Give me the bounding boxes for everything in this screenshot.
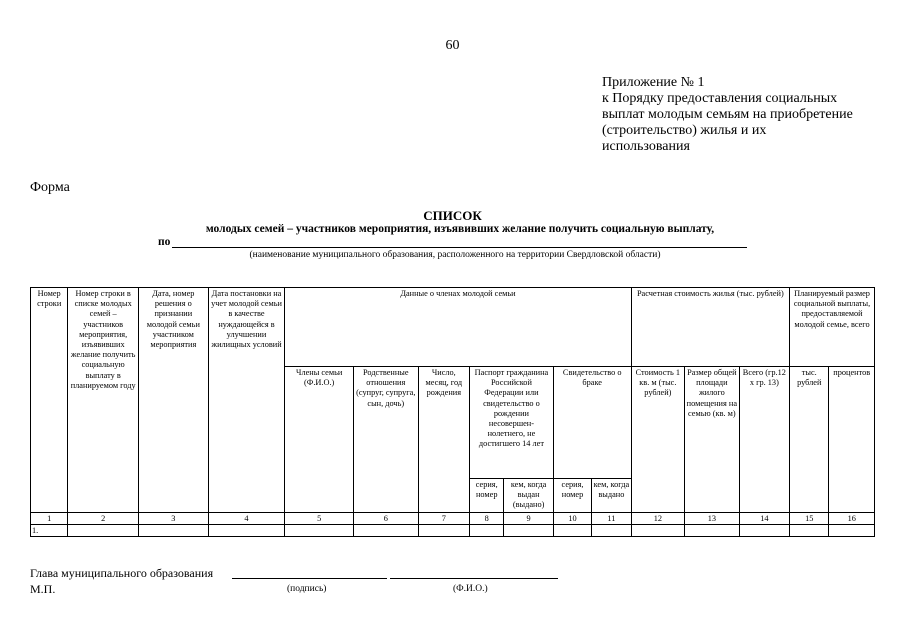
municipality-prefix: по xyxy=(158,236,171,248)
table-cell xyxy=(354,525,419,537)
signature-fill-line xyxy=(232,578,387,579)
table-cell xyxy=(208,525,285,537)
header-decision: Дата, номер решения о признании молодой семьи участником мероприятия xyxy=(139,288,209,513)
table-cell xyxy=(68,525,139,537)
column-number: 9 xyxy=(504,513,553,525)
appendix-line: (строительство) жилья и их xyxy=(602,123,767,138)
list-title: СПИСОК xyxy=(423,208,482,223)
appendix-header xyxy=(602,75,892,155)
header-list-row-number: Номер строки в списке молодых семей – участников мероприятия, изъявивших желание получить социальную выплату в планируемом году xyxy=(68,288,139,513)
column-number: 8 xyxy=(470,513,504,525)
page-number: 60 xyxy=(445,38,460,53)
header-marriage-issued: кем, когда выдано xyxy=(592,479,631,513)
column-number: 16 xyxy=(829,513,875,525)
header-planned-payment-group: Планируемый размер социальной выплаты, предоставляемой молодой семье, всего xyxy=(790,288,875,367)
table-cell xyxy=(829,525,875,537)
header-registration: Дата постановки на учет молодой семьи в качестве нуждающейся в улучшении жилищных условий xyxy=(208,288,285,513)
header-percent: процентов xyxy=(829,367,875,513)
table-cell xyxy=(631,525,685,537)
table-cell xyxy=(285,525,354,537)
header-cost-per-meter: Стоимость 1 кв. м (тыс. рублей) xyxy=(631,367,685,513)
table-cell xyxy=(418,525,469,537)
column-number-row xyxy=(31,513,875,525)
header-marriage-series: серия, номер xyxy=(553,479,591,513)
family-list-table xyxy=(30,287,875,537)
table-cell xyxy=(685,525,740,537)
appendix-line: Приложение № 1 xyxy=(602,75,705,90)
header-family-members: Члены семьи (Ф.И.О.) xyxy=(285,367,354,513)
header-area: Размер общей площади жилого помещения на семью (кв. м) xyxy=(685,367,740,513)
table-cell xyxy=(504,525,553,537)
stamp-label: М.П. xyxy=(30,582,56,596)
column-number: 5 xyxy=(285,513,354,525)
table-cell xyxy=(739,525,789,537)
table-header-row xyxy=(31,288,875,367)
table-cell xyxy=(139,525,209,537)
column-number: 2 xyxy=(68,513,139,525)
table-cell xyxy=(790,525,829,537)
column-number: 12 xyxy=(631,513,685,525)
appendix-line: к Порядку предоставления социальных xyxy=(602,91,838,106)
table-cell xyxy=(470,525,504,537)
name-caption: (Ф.И.О.) xyxy=(453,584,488,594)
table-row xyxy=(31,525,875,537)
column-number: 10 xyxy=(553,513,591,525)
header-relation: Родственные отношения (супруг, супруга, сын, дочь) xyxy=(354,367,419,513)
header-total-cost: Всего (гр.12 x гр. 13) xyxy=(739,367,789,513)
header-birth-date: Число, месяц, год рождения xyxy=(418,367,469,513)
column-number: 3 xyxy=(139,513,209,525)
header-marriage-certificate: Свидетельство о браке xyxy=(553,367,631,479)
name-fill-line xyxy=(390,578,558,579)
header-family-members-group: Данные о членах молодой семьи xyxy=(285,288,631,367)
column-number: 13 xyxy=(685,513,740,525)
appendix-line: выплат молодым семьям на приобретение xyxy=(602,107,853,122)
signature-caption: (подпись) xyxy=(287,584,327,594)
form-label: Форма xyxy=(30,180,70,195)
header-row-number: Номер строки xyxy=(31,288,68,513)
appendix-line: использования xyxy=(602,139,690,154)
column-number: 7 xyxy=(418,513,469,525)
header-thousand-rubles: тыс. рублей xyxy=(790,367,829,513)
column-number: 4 xyxy=(208,513,285,525)
column-number: 6 xyxy=(354,513,419,525)
head-of-municipality-label: Глава муниципального образования xyxy=(30,566,214,580)
table-cell xyxy=(592,525,631,537)
header-housing-cost-group: Расчетная стоимость жилья (тыс. рублей) xyxy=(631,288,789,367)
table-cell xyxy=(553,525,591,537)
column-number: 14 xyxy=(739,513,789,525)
list-subtitle: молодых семей – участников мероприятия, изъявивших желание получить социальную выплату, xyxy=(205,223,715,235)
municipality-caption: (наименование муниципального образования, расположенного на территории Свердловской области) xyxy=(249,250,661,260)
column-number: 1 xyxy=(31,513,68,525)
header-passport-series: серия, номер xyxy=(470,479,504,513)
column-number: 15 xyxy=(790,513,829,525)
row-label: 1. xyxy=(31,525,68,537)
column-number: 11 xyxy=(592,513,631,525)
header-passport-issued: кем, когда выдан (выдано) xyxy=(504,479,553,513)
municipality-fill-line xyxy=(172,247,747,248)
header-passport: Паспорт гражданина Российской Федерации или свидетельство о рождении несовершен-нолетнего, не достигшего 14 лет xyxy=(470,367,554,479)
